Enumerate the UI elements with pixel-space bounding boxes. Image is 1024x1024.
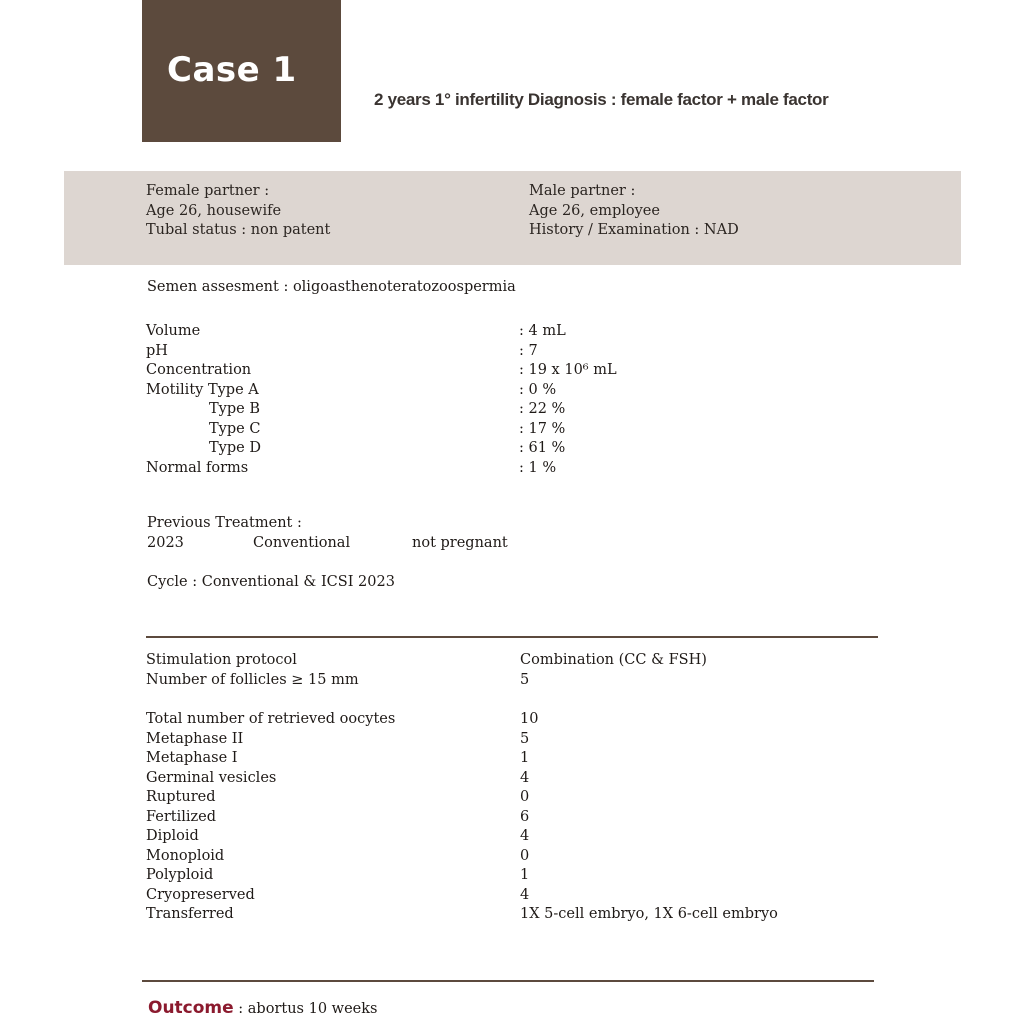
- oocyte-label: Metaphase I: [146, 750, 238, 766]
- oocyte-value: 4: [520, 769, 530, 786]
- oocyte-value: 0: [520, 847, 530, 864]
- outcome-value: : abortus 10 weeks: [233, 1001, 378, 1017]
- case-header-box: [142, 0, 341, 142]
- oocyte-value: 0: [520, 789, 530, 805]
- semen-label: Type D: [209, 440, 261, 456]
- female-partner-age: Age 26, housewife: [146, 202, 282, 219]
- semen-value: : 61 %: [519, 440, 566, 456]
- male-partner-age: Age 26, employee: [529, 202, 660, 219]
- female-partner-heading: Female partner :: [146, 183, 270, 199]
- stimulation-value: 5: [520, 672, 530, 688]
- oocyte-label: Germinal vesicles: [146, 769, 277, 786]
- semen-label: Type B: [209, 401, 260, 417]
- male-partner-info: [529, 182, 739, 241]
- partner-info-band: [64, 171, 961, 265]
- semen-value: : 0 %: [519, 381, 557, 398]
- case-subtitle: 2 years 1° infertility Diagnosis : female factor + male factor: [374, 90, 829, 109]
- oocyte-value: 4: [520, 828, 530, 844]
- oocyte-value: 5: [520, 730, 530, 747]
- outcome-label: Outcome: [148, 998, 234, 1018]
- oocyte-label: Fertilized: [146, 808, 217, 825]
- semen-value: : 4 mL: [519, 323, 566, 339]
- oocyte-label: Diploid: [146, 828, 199, 844]
- semen-value: : 19 x 10⁶ mL: [519, 362, 617, 378]
- oocyte-label: Polyploid: [146, 867, 214, 883]
- semen-label: Motility Type A: [146, 381, 259, 398]
- oocyte-value: 1: [520, 750, 530, 766]
- cycle-info: Cycle : Conventional & ICSI 2023: [147, 574, 395, 590]
- oocyte-label: Monoploid: [146, 847, 225, 864]
- oocyte-label: Transferred: [146, 906, 234, 922]
- semen-label: pH: [146, 342, 168, 359]
- oocyte-label: Cryopreserved: [146, 886, 255, 903]
- female-partner-tubal-status: Tubal status : non patent: [146, 222, 331, 238]
- outcome-divider: [142, 980, 874, 982]
- oocyte-value: 10: [520, 711, 539, 727]
- semen-value: : 7: [519, 342, 538, 359]
- case-title: Case 1: [167, 50, 297, 90]
- oocyte-value: 1: [520, 867, 530, 883]
- outcome: [148, 998, 377, 1018]
- section-divider: [146, 636, 878, 638]
- oocyte-label: Ruptured: [146, 789, 216, 805]
- previous-treatment-heading: Previous Treatment :: [147, 515, 302, 531]
- semen-label: Type C: [209, 420, 261, 437]
- semen-value: : 22 %: [519, 401, 566, 417]
- female-partner-info: [146, 182, 330, 241]
- semen-label: Normal forms: [146, 459, 249, 476]
- male-partner-history: History / Examination : NAD: [529, 222, 739, 238]
- semen-value: : 17 %: [519, 420, 566, 437]
- semen-assessment: Semen assesment : oligoasthenoteratozoospermia: [147, 279, 516, 295]
- oocyte-label: Total number of retrieved oocytes: [146, 711, 396, 727]
- oocyte-value: 4: [520, 886, 530, 903]
- male-partner-heading: Male partner :: [529, 183, 636, 199]
- previous-treatment-year: 2023: [147, 535, 184, 551]
- oocyte-label: Metaphase II: [146, 730, 244, 747]
- stimulation-label: Stimulation protocol: [146, 652, 297, 668]
- semen-label: Concentration: [146, 362, 252, 378]
- semen-value: : 1 %: [519, 459, 557, 476]
- oocyte-value: 1X 5-cell embryo, 1X 6-cell embryo: [520, 906, 778, 922]
- stimulation-value: Combination (CC & FSH): [520, 652, 707, 668]
- oocyte-value: 6: [520, 808, 530, 825]
- semen-label: Volume: [146, 323, 201, 339]
- stimulation-label: Number of follicles ≥ 15 mm: [146, 672, 359, 688]
- previous-treatment-method: Conventional: [253, 535, 351, 551]
- previous-treatment-result: not pregnant: [412, 535, 508, 551]
